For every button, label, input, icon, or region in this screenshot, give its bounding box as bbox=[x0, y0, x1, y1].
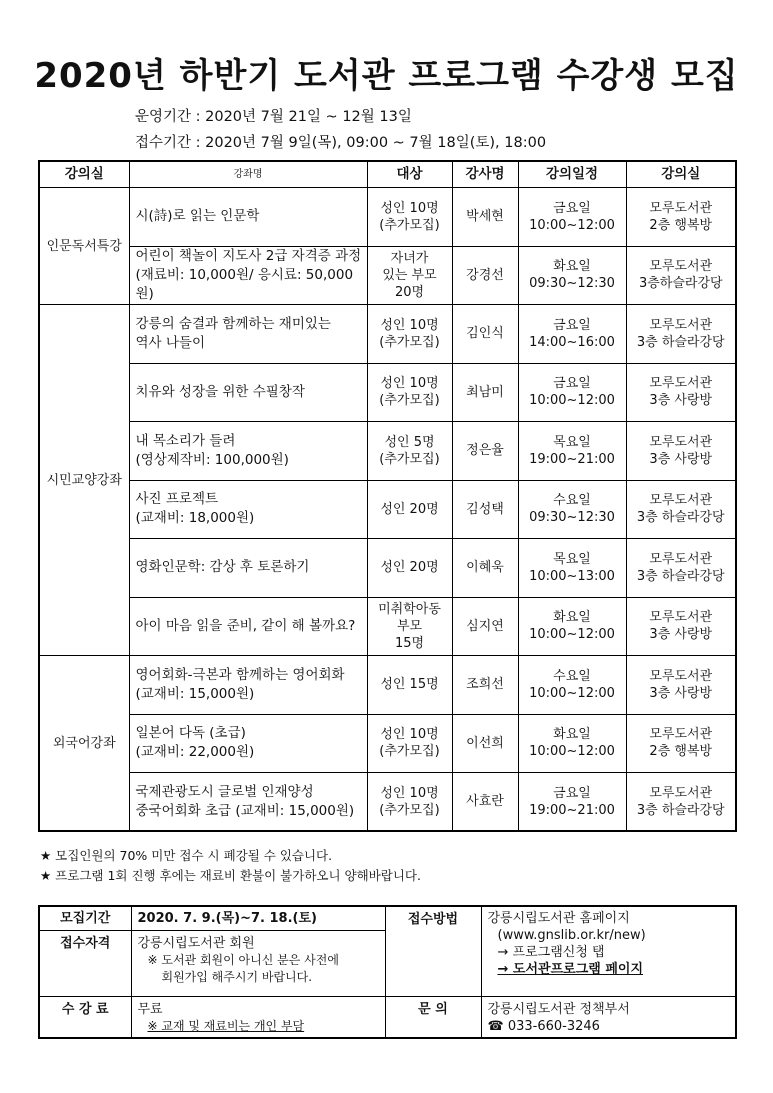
course-cell bbox=[129, 305, 367, 364]
fee-line-2: ※ 교재 및 재료비는 개인 부담 bbox=[147, 1018, 305, 1033]
schedule-cell-line: 금요일 bbox=[553, 317, 591, 333]
schedule-cell-line: 금요일 bbox=[553, 785, 591, 801]
target-cell-line: 15명 bbox=[394, 635, 425, 651]
schedule-cell bbox=[518, 246, 626, 305]
instructor-cell: 이혜욱 bbox=[452, 539, 518, 598]
course-cell bbox=[129, 656, 367, 715]
room-cell bbox=[626, 363, 736, 422]
page-title: 2020년 하반기 도서관 프로그램 수강생 모집 bbox=[34, 56, 739, 96]
course-cell bbox=[129, 714, 367, 773]
instructor-cell: 심지연 bbox=[452, 597, 518, 656]
schedule-cell-line: 19:00~21:00 bbox=[529, 451, 615, 467]
target-cell-line: 성인 5명 bbox=[384, 434, 435, 450]
room-cell-line: 모루도서관 bbox=[649, 668, 713, 684]
instructor-cell: 김인식 bbox=[452, 305, 518, 364]
target-cell bbox=[367, 305, 452, 364]
course-cell-line: (교재비: 15,000원) bbox=[135, 685, 255, 702]
target-cell-line: (추가모집) bbox=[379, 334, 440, 350]
course-cell-line: 영어회화-극본과 함께하는 영어회화 bbox=[135, 666, 345, 683]
target-cell-line: 자녀가 bbox=[390, 250, 429, 266]
room-cell-line: 3층하슬라강당 bbox=[638, 276, 723, 292]
schedule-cell-line: 수요일 bbox=[553, 668, 591, 684]
room-cell bbox=[626, 773, 736, 832]
table-row bbox=[39, 422, 736, 481]
header-schedule: 강의일정 bbox=[518, 161, 626, 188]
course-cell-line: (재료비: 10,000원/ 응시료: 50,000원) bbox=[135, 266, 354, 302]
registration-period: 접수기간 : 2020년 7월 9일(목), 09:00 ~ 7월 18일(토), 18:00 bbox=[135, 135, 547, 151]
room-cell-line: 모루도서관 bbox=[649, 551, 713, 567]
schedule-cell-line: 10:00~12:00 bbox=[529, 744, 615, 760]
room-cell-line: 3층 하슬라강당 bbox=[636, 568, 725, 584]
course-cell-line: 일본어 다독 (초급) bbox=[135, 725, 246, 742]
schedule-cell bbox=[518, 305, 626, 364]
qual-line-2: ※ 도서관 회원이 아니신 분은 사전에 bbox=[147, 952, 339, 967]
table-row bbox=[39, 539, 736, 598]
target-cell bbox=[367, 656, 452, 715]
room-cell bbox=[626, 539, 736, 598]
schedule-cell-line: 화요일 bbox=[553, 610, 591, 626]
course-cell-line: (영상제작비: 100,000원) bbox=[135, 451, 289, 468]
room-cell bbox=[626, 714, 736, 773]
room-cell bbox=[626, 305, 736, 364]
schedule-cell bbox=[518, 480, 626, 539]
schedule-cell-line: 10:00~12:00 bbox=[529, 393, 615, 409]
target-cell-line: (추가모집) bbox=[379, 802, 440, 818]
target-cell-line: 성인 20명 bbox=[380, 560, 439, 576]
room-cell-line: 2층 행복방 bbox=[649, 744, 713, 760]
target-cell-line: (추가모집) bbox=[379, 217, 440, 233]
schedule-cell-line: 수요일 bbox=[553, 493, 591, 509]
target-cell-line: 미취학아동 bbox=[378, 601, 441, 617]
course-cell-line: 시(詩)로 읽는 인문학 bbox=[135, 208, 260, 225]
target-cell bbox=[367, 480, 452, 539]
header-venue: 강의실 bbox=[626, 161, 736, 188]
target-cell-line: 성인 10명 bbox=[380, 785, 439, 801]
category-cell: 시민교양강좌 bbox=[39, 305, 129, 656]
schedule-cell bbox=[518, 188, 626, 247]
program-table bbox=[38, 160, 737, 832]
schedule-cell-line: 10:00~13:00 bbox=[529, 568, 615, 584]
table-row bbox=[39, 246, 736, 305]
instructor-cell: 사효란 bbox=[452, 773, 518, 832]
schedule-cell bbox=[518, 539, 626, 598]
course-cell-line: 역사 나들이 bbox=[135, 334, 205, 351]
contact-line-2: ☎ 033-660-3246 bbox=[487, 1018, 600, 1034]
schedule-cell bbox=[518, 714, 626, 773]
schedule-cell-line: 10:00~12:00 bbox=[529, 685, 615, 701]
contact-value bbox=[481, 996, 736, 1038]
target-cell-line: (추가모집) bbox=[379, 744, 440, 760]
room-cell-line: 3층 사랑방 bbox=[649, 627, 713, 643]
target-cell bbox=[367, 422, 452, 481]
room-cell-line: 3층 하슬라강당 bbox=[636, 802, 725, 818]
qual-line-3: 회원가입 해주시기 바랍니다. bbox=[161, 969, 313, 984]
course-cell bbox=[129, 773, 367, 832]
method-line-4: → 도서관프로그램 페이지 bbox=[497, 962, 644, 977]
table-header-row bbox=[39, 161, 736, 188]
instructor-cell: 최남미 bbox=[452, 363, 518, 422]
course-cell-line: 아이 마음 읽을 준비, 같이 해 볼까요? bbox=[135, 617, 356, 634]
course-cell bbox=[129, 539, 367, 598]
course-cell-line: (교재비: 18,000원) bbox=[135, 510, 255, 527]
target-cell-line: 성인 10명 bbox=[380, 317, 439, 333]
table-row bbox=[39, 656, 736, 715]
category-cell: 인문독서특강 bbox=[39, 188, 129, 305]
room-cell-line: 모루도서관 bbox=[649, 200, 713, 216]
method-line-1: 강릉시립도서관 홈페이지 bbox=[487, 911, 630, 926]
room-cell-line: 3층 사랑방 bbox=[649, 685, 713, 701]
room-cell-line: 모루도서관 bbox=[649, 785, 713, 801]
qual-line-1: 강릉시립도서관 회원 bbox=[137, 935, 255, 951]
method-line-2[interactable]: (www.gnslib.or.kr/new) bbox=[497, 928, 646, 943]
target-cell-line: 성인 10명 bbox=[380, 200, 439, 216]
schedule-cell-line: 목요일 bbox=[553, 434, 591, 450]
fee-label: 수 강 료 bbox=[39, 996, 131, 1038]
method-line-3: → 프로그램신청 탭 bbox=[497, 945, 605, 960]
table-row bbox=[39, 714, 736, 773]
course-cell-line: 영화인문학: 감상 후 토론하기 bbox=[135, 559, 310, 576]
note-refund: ★ 프로그램 1회 진행 후에는 재료비 환불이 불가하오니 양해바랍니다. bbox=[40, 868, 421, 883]
room-cell bbox=[626, 597, 736, 656]
schedule-cell bbox=[518, 597, 626, 656]
instructor-cell: 정은율 bbox=[452, 422, 518, 481]
schedule-cell-line: 금요일 bbox=[553, 376, 591, 392]
room-cell-line: 3층 하슬라강당 bbox=[636, 510, 725, 526]
target-cell bbox=[367, 773, 452, 832]
room-cell-line: 모루도서관 bbox=[649, 434, 713, 450]
header-room: 강의실 bbox=[39, 161, 129, 188]
course-cell-line: 강릉의 숨결과 함께하는 재미있는 bbox=[135, 315, 331, 332]
instructor-cell: 김성택 bbox=[452, 480, 518, 539]
fee-line-1: 무료 bbox=[137, 1001, 163, 1017]
schedule-cell-line: 목요일 bbox=[553, 551, 591, 567]
target-cell-line: 성인 20명 bbox=[380, 501, 439, 517]
note-cancel: ★ 모집인원의 70% 미만 접수 시 폐강될 수 있습니다. bbox=[40, 848, 333, 863]
target-cell-line: (추가모집) bbox=[379, 451, 440, 467]
schedule-cell bbox=[518, 656, 626, 715]
room-cell bbox=[626, 422, 736, 481]
room-cell-line: 3층 사랑방 bbox=[649, 451, 713, 467]
table-row bbox=[39, 773, 736, 832]
qual-value bbox=[131, 930, 385, 996]
schedule-cell-line: 10:00~12:00 bbox=[529, 627, 615, 643]
target-cell bbox=[367, 363, 452, 422]
target-cell-line: 있는 부모 bbox=[382, 267, 437, 283]
target-cell-line: 성인 15명 bbox=[380, 677, 439, 693]
schedule-cell bbox=[518, 363, 626, 422]
room-cell bbox=[626, 480, 736, 539]
schedule-cell bbox=[518, 773, 626, 832]
schedule-cell bbox=[518, 422, 626, 481]
schedule-cell-line: 09:30~12:30 bbox=[529, 510, 615, 526]
recruit-value: 2020. 7. 9.(목)~7. 18.(토) bbox=[131, 906, 385, 930]
fee-value bbox=[131, 996, 385, 1038]
schedule-cell-line: 금요일 bbox=[553, 200, 591, 216]
course-cell-line: 사진 프로젝트 bbox=[135, 491, 219, 508]
room-cell-line: 3층 하슬라강당 bbox=[636, 334, 725, 350]
contact-label: 문 의 bbox=[385, 996, 481, 1038]
room-cell-line: 2층 행복방 bbox=[649, 217, 713, 233]
target-cell bbox=[367, 188, 452, 247]
room-cell-line: 모루도서관 bbox=[649, 317, 713, 333]
info-table bbox=[38, 905, 737, 1039]
schedule-cell-line: 10:00~12:00 bbox=[529, 217, 615, 233]
room-cell-line: 3층 사랑방 bbox=[649, 393, 713, 409]
table-row bbox=[39, 188, 736, 247]
course-cell bbox=[129, 422, 367, 481]
room-cell-line: 모루도서관 bbox=[649, 493, 713, 509]
schedule-cell-line: 09:30~12:30 bbox=[529, 276, 615, 292]
course-cell bbox=[129, 597, 367, 656]
course-cell bbox=[129, 363, 367, 422]
instructor-cell: 박세현 bbox=[452, 188, 518, 247]
instructor-cell: 강경선 bbox=[452, 246, 518, 305]
contact-line-1: 강릉시립도서관 정책부서 bbox=[487, 1001, 630, 1017]
header-instructor: 강사명 bbox=[452, 161, 518, 188]
course-cell-line: 국제관광도시 글로벌 인재양성 bbox=[135, 783, 314, 800]
schedule-cell-line: 화요일 bbox=[553, 727, 591, 743]
qual-label: 접수자격 bbox=[39, 930, 131, 996]
target-cell bbox=[367, 597, 452, 656]
header-course: 강좌명 bbox=[129, 161, 367, 188]
instructor-cell: 이선희 bbox=[452, 714, 518, 773]
target-cell bbox=[367, 714, 452, 773]
table-row bbox=[39, 480, 736, 539]
header-target: 대상 bbox=[367, 161, 452, 188]
operation-period: 운영기간 : 2020년 7월 21일 ~ 12월 13일 bbox=[135, 109, 412, 125]
course-cell-line: 중국어회화 초급 (교재비: 15,000원) bbox=[135, 802, 355, 819]
instructor-cell: 조희선 bbox=[452, 656, 518, 715]
course-cell-line: (교재비: 22,000원) bbox=[135, 744, 255, 761]
room-cell-line: 모루도서관 bbox=[649, 376, 713, 392]
schedule-cell-line: 14:00~16:00 bbox=[529, 334, 615, 350]
target-cell bbox=[367, 246, 452, 305]
room-cell bbox=[626, 656, 736, 715]
target-cell-line: 성인 10명 bbox=[380, 376, 439, 392]
room-cell-line: 모루도서관 bbox=[649, 727, 713, 743]
schedule-cell-line: 19:00~21:00 bbox=[529, 802, 615, 818]
course-cell-line: 내 목소리가 들려 bbox=[135, 432, 236, 449]
target-cell-line: (추가모집) bbox=[379, 393, 440, 409]
course-cell-line: 어린이 책놀이 지도사 2급 자격증 과정 bbox=[135, 247, 362, 264]
table-row bbox=[39, 597, 736, 656]
course-cell-line: 치유와 성장을 위한 수필창작 bbox=[135, 383, 305, 400]
course-cell bbox=[129, 188, 367, 247]
target-cell-line: 성인 10명 bbox=[380, 727, 439, 743]
room-cell bbox=[626, 246, 736, 305]
recruit-label: 모집기간 bbox=[39, 906, 131, 930]
target-cell-line: 20명 bbox=[394, 284, 425, 300]
course-cell bbox=[129, 246, 367, 305]
table-row bbox=[39, 305, 736, 364]
schedule-cell-line: 화요일 bbox=[553, 259, 591, 275]
room-cell-line: 모루도서관 bbox=[649, 610, 713, 626]
method-label: 접수방법 bbox=[385, 906, 481, 996]
method-value bbox=[481, 906, 736, 996]
room-cell bbox=[626, 188, 736, 247]
course-cell bbox=[129, 480, 367, 539]
target-cell bbox=[367, 539, 452, 598]
category-cell: 외국어강좌 bbox=[39, 656, 129, 832]
room-cell-line: 모루도서관 bbox=[649, 259, 713, 275]
target-cell-line: 부모 bbox=[396, 618, 423, 634]
table-row bbox=[39, 363, 736, 422]
